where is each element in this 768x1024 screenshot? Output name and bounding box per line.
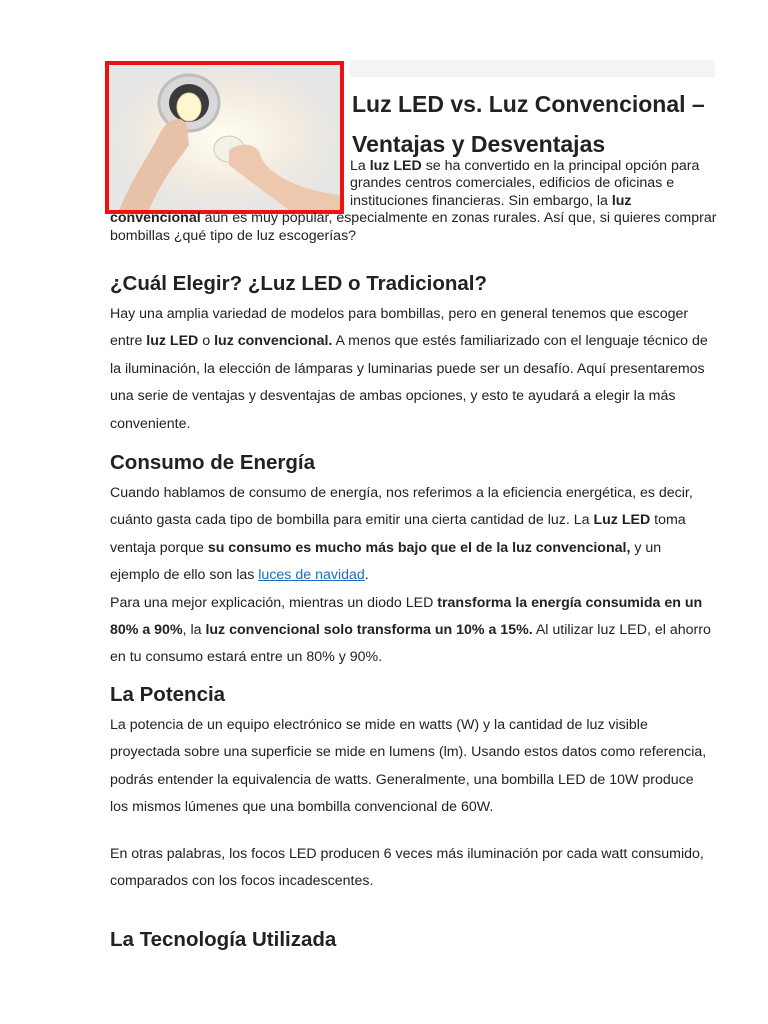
- section-paragraph: Para una mejor explicación, mientras un diodo LED transforma la energía consumida en un 80% a 90%, la luz convencional solo transforma un 10% a 15%. Al utilizar luz LED, el ahorro en tu consumo estará entre un 80% y 90%.: [110, 594, 711, 666]
- section-potencia: [110, 681, 714, 895]
- section-heading: ¿Cuál Elegir? ¿Luz LED o Tradicional?: [110, 272, 487, 295]
- section-cual-elegir: [110, 270, 714, 438]
- article-intro: La luz LED se ha convertido en la principal opción para grandes centros comerciales, edificios de oficinas e instituciones financieras. Sin embargo, la luz convencional aún es muy popular, especialmente en zonas rurales. Así que, si quieres comprar bombillas ¿qué tipo de luz escogerías?: [110, 158, 717, 244]
- section-paragraph: Hay una amplia variedad de modelos para bombillas, pero en general tenemos que escoger entre luz LED o luz convencional. A menos que estés familiarizado con el lenguaje técnico de la iluminación, la elección de lámparas y luminarias puede ser un desafío. Aquí presentaremos una serie de ventajas y desventajas de ambas opciones, y esto te ayudará a elegir la más conveniente.: [110, 306, 708, 432]
- top-bar: [350, 60, 715, 77]
- section-heading: La Potencia: [110, 683, 226, 706]
- section-consumo-energia: [110, 449, 714, 672]
- section-heading: Consumo de Energía: [110, 451, 316, 474]
- section-paragraph: Cuando hablamos de consumo de energía, nos referimos a la eficiencia energética, es decir, cuánto gasta cada tipo de bombilla para emitir una cierta cantidad de luz. La Luz LED toma ventaja porque su consumo es mucho más bajo que el de la luz convencional, y un ejemplo de ello son las luces de navidad.: [110, 485, 693, 584]
- article-title: Luz LED vs. Luz Convencional – Ventajas y Desventajas: [352, 91, 705, 157]
- section-heading: La Tecnología Utilizada: [110, 928, 337, 951]
- section-paragraph: La potencia de un equipo electrónico se mide en watts (W) y la cantidad de luz visible proyectada sobre una superficie se mide en lumens (lm). Usando estos datos como referencia, podrás entender la equivalencia de watts. Generalmente, una bombilla LED de 10W produce los mismos lúmenes que una bombilla convencional de 60W.: [110, 717, 707, 816]
- section-tecnologia: [110, 926, 714, 954]
- luces-de-navidad-link[interactable]: luces de navidad: [258, 567, 365, 584]
- section-paragraph: En otras palabras, los focos LED producen 6 veces más iluminación por cada watt consumido, comparados con los focos incadescentes.: [110, 845, 704, 890]
